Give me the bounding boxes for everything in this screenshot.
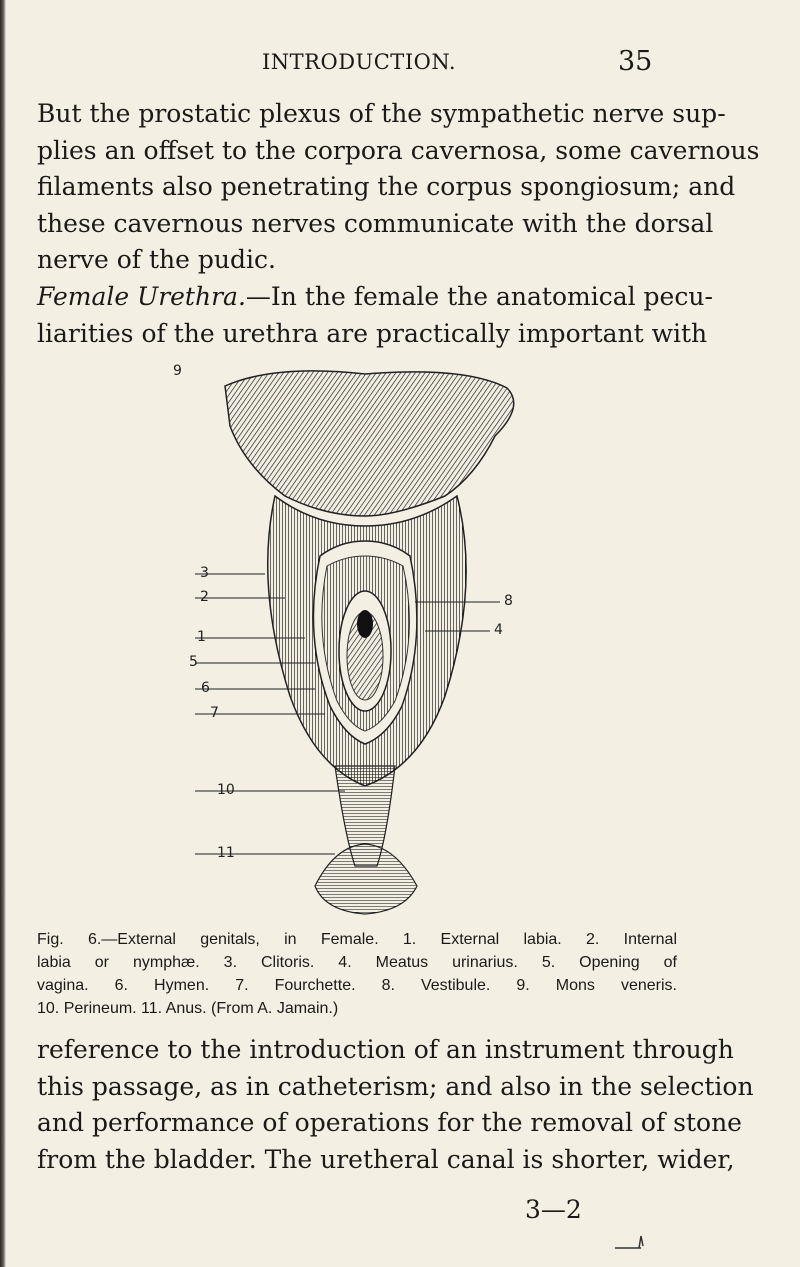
text-line: this passage, as in catheterism; and also in the selection bbox=[37, 1071, 754, 1101]
running-header bbox=[0, 46, 800, 84]
text-line: filaments also penetrating the corpus spongiosum; and bbox=[37, 172, 736, 201]
paragraph-prostatic-plexus bbox=[37, 96, 760, 279]
figure-label-9: 9 bbox=[173, 363, 182, 379]
anatomical-engraving bbox=[195, 366, 540, 926]
caption-line: Fig. 6.—External genitals, in Female. 1. External labia. 2. Internal bbox=[37, 931, 677, 948]
figure-label-5: 5 bbox=[189, 654, 198, 670]
paragraph-female-urethra bbox=[37, 279, 713, 352]
text-line: reference to the introduction of an instrument through bbox=[37, 1035, 734, 1064]
text-line: liarities of the urethra are practically important with bbox=[37, 318, 708, 348]
section-heading: Female Urethra. bbox=[37, 282, 246, 311]
figure-label-8: 8 bbox=[504, 593, 513, 609]
text-fragment: —In the female the anatomical pecu- bbox=[245, 282, 713, 311]
text-line: from the bladder. The uretheral canal is shorter, wider, bbox=[37, 1144, 735, 1174]
figure-label-1: 1 bbox=[197, 629, 206, 645]
running-title: INTRODUCTION. bbox=[262, 50, 457, 74]
printer-mark-icon bbox=[615, 1232, 645, 1250]
page-number: 35 bbox=[618, 46, 653, 77]
paragraph-catheterism bbox=[37, 1032, 754, 1178]
figure-label-11: 11 bbox=[217, 845, 235, 861]
figure-label-4: 4 bbox=[494, 622, 503, 638]
caption-line: vagina. 6. Hymen. 7. Fourchette. 8. Vestibule. 9. Mons veneris. bbox=[37, 977, 677, 994]
figure-6-illustration bbox=[173, 363, 540, 926]
figure-caption bbox=[37, 928, 677, 1020]
signature-mark: 3—2 bbox=[525, 1195, 582, 1224]
caption-line: 10. Perineum. 11. Anus. (From A. Jamain.) bbox=[37, 1000, 339, 1017]
figure-label-7: 7 bbox=[210, 705, 219, 721]
mons-veneris-shape bbox=[225, 371, 514, 516]
text-line: these cavernous nerves communicate with the dorsal bbox=[37, 208, 714, 238]
figure-label-2: 2 bbox=[200, 589, 209, 605]
figure-label-3: 3 bbox=[200, 565, 209, 581]
figure-label-10: 10 bbox=[217, 782, 235, 798]
text-line: and performance of operations for the removal of stone bbox=[37, 1108, 742, 1137]
text-line: But the prostatic plexus of the sympathetic nerve sup- bbox=[37, 99, 726, 128]
text-line: plies an offset to the corpora cavernosa, some cavernous bbox=[37, 135, 760, 165]
caption-line: labia or nymphæ. 3. Clitoris. 4. Meatus urinarius. 5. Opening of bbox=[37, 954, 677, 971]
text-line bbox=[37, 279, 713, 316]
text-line: nerve of the pudic. bbox=[37, 245, 276, 274]
figure-label-6: 6 bbox=[201, 680, 210, 696]
page-binding-edge bbox=[0, 0, 6, 1267]
